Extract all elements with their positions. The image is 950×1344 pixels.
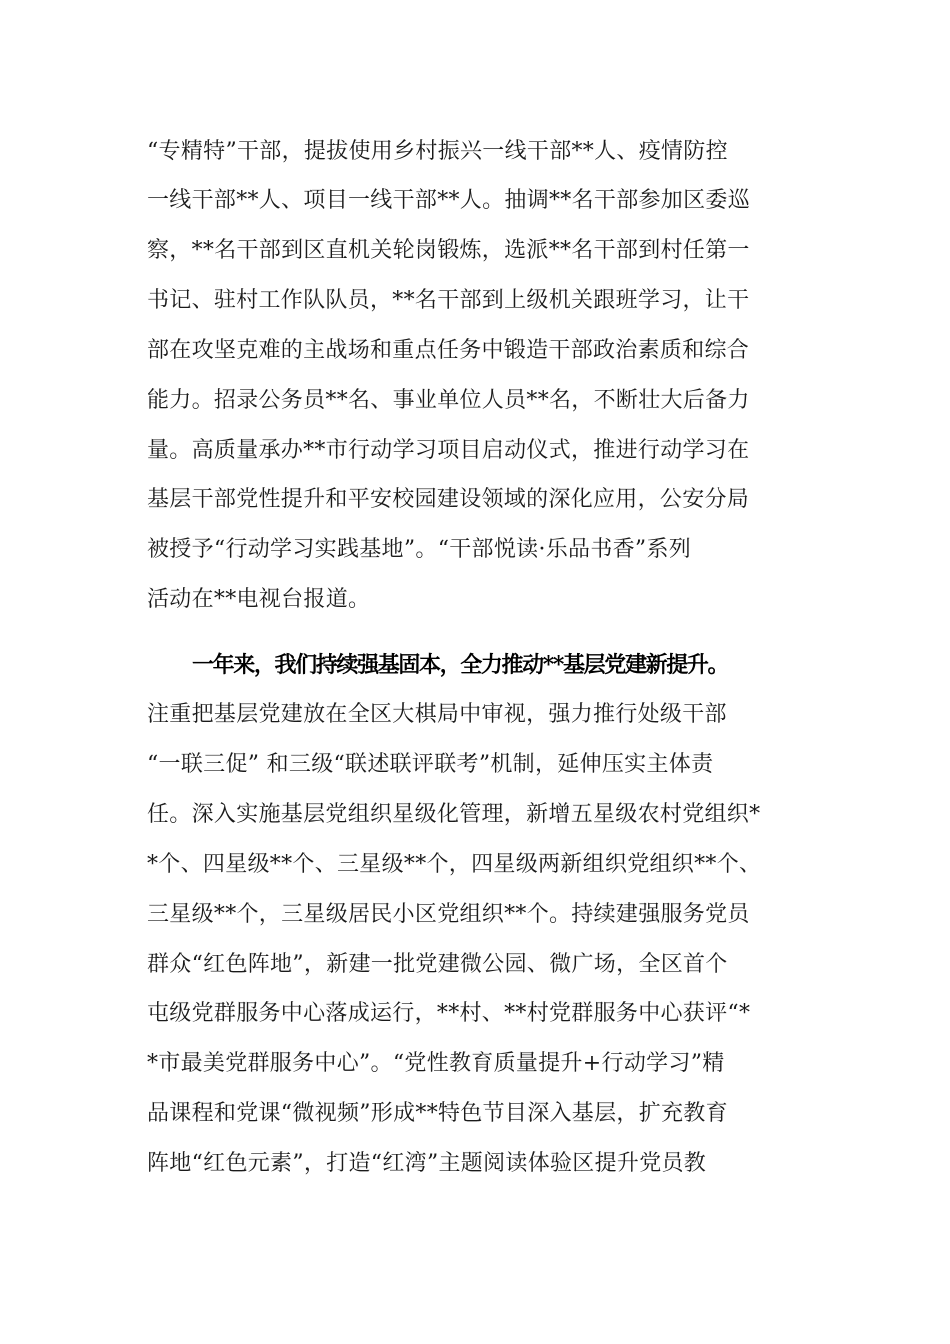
text-line: 一线干部**人、项目一线干部**人。抽调**名干部参加区委巡 [147,188,751,213]
text-line: 品课程和党课“微视频”形成**特色节目深入基层，扩充教育 [147,1101,728,1126]
text-line: 三星级**个，三星级居民小区党组织**个。持续建强服务党员 [147,902,750,927]
text-line: 群众“红色阵地”，新建一批党建微公园、微广场，全区首个 [147,952,728,977]
text-line: *市最美党群服务中心”。“党性教育质量提升+行动学习”精 [147,1051,725,1076]
text-line: 量。高质量承办**市行动学习项目启动仪式，推进行动学习在 [147,438,750,463]
text-line: 部在攻坚克难的主战场和重点任务中锻造干部政治素质和综合 [147,338,750,363]
text-line: 活动在**电视台报道。 [147,587,371,612]
text-line: “专精特”干部，提拔使用乡村振兴一线干部**人、疫情防控 [147,139,728,164]
text-line: 基层干部党性提升和平安校园建设领域的深化应用，公安分局 [147,487,750,512]
text-line: 被授予“行动学习实践基地”。“干部悦读·乐品书香”系列 [147,537,692,562]
text-line: 书记、驻村工作队队员，**名干部到上级机关跟班学习，让干 [147,288,750,313]
text-line: 任。深入实施基层党组织星级化管理，新增五星级农村党组织* [147,802,761,827]
text-line: 阵地“红色元素”，打造“红湾”主题阅读体验区提升党员教 [147,1151,707,1176]
text-line: *个、四星级**个、三星级**个，四星级两新组织党组织**个、 [147,852,762,877]
text-line: 注重把基层党建放在全区大棋局中审视，强力推行处级干部 [147,702,727,727]
text-line: 屯级党群服务中心落成运行，**村、**村党群服务中心获评“* [147,1001,751,1026]
text-line: “一联三促” 和三级“联述联评联考”机制，延伸压实主体责 [147,752,714,777]
text-line: 能力。招录公务员**名、事业单位人员**名，不断壮大后备力 [147,388,750,413]
text-line: 察，**名干部到区直机关轮岗锻炼，选派**名干部到村任第一 [147,238,750,263]
paragraph-lead-sentence: 一年来，我们持续强基固本，全力推动**基层党建新提升。 [192,652,729,678]
